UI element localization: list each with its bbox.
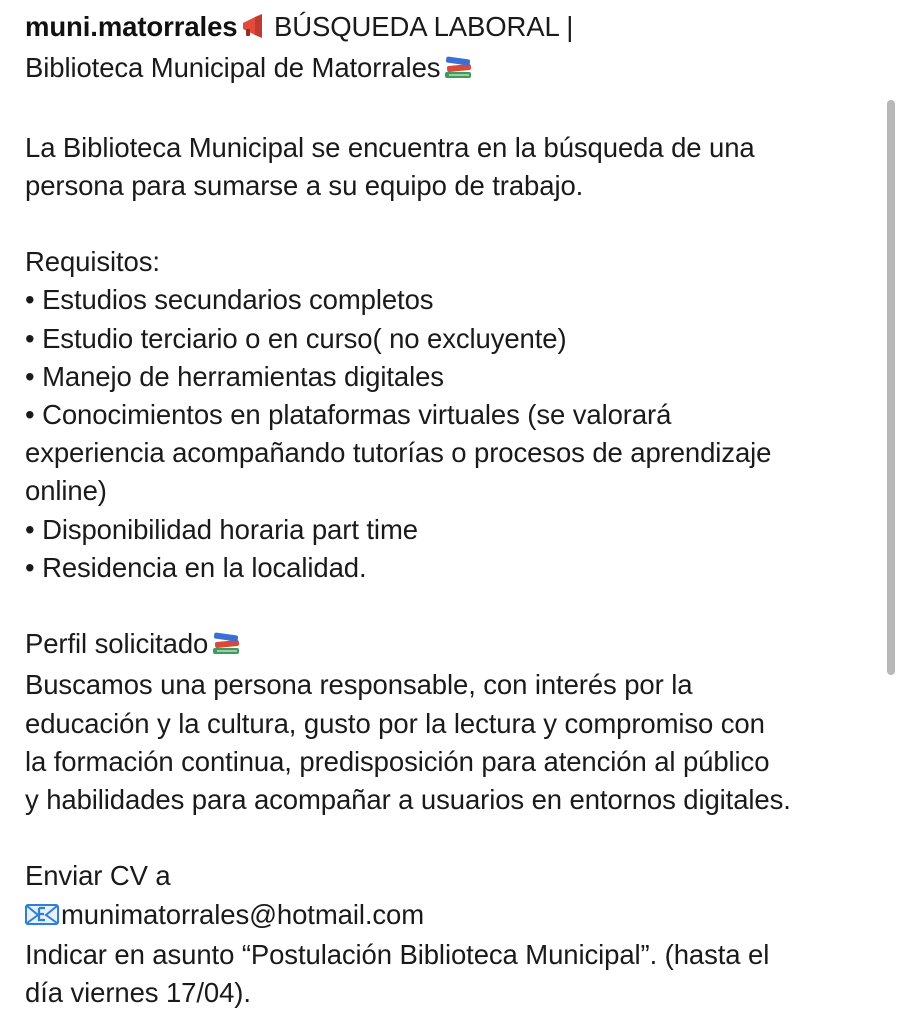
intro-line: persona para sumarse a su equipo de trabajo. [25,169,584,201]
send-cv-label: Enviar CV a [25,860,171,892]
requirement-item: • Manejo de herramientas digitales [25,360,444,392]
subject-line: día viernes 17/04). [25,977,251,1009]
subject-line: Indicar en asunto “Postulación Biblioteca Municipal”. (hasta el [25,938,770,970]
post-title-text: BÚSQUEDA LABORAL | [266,11,574,42]
requirements-heading: Requisitos: [25,246,160,278]
spacer [25,90,875,128]
books-icon [443,52,473,90]
megaphone-icon [240,11,266,49]
requirement-item: • Estudios secundarios completos [25,284,434,316]
spacer [25,819,875,857]
profile-heading-line [25,625,875,666]
post-caption [25,8,875,1012]
requirement-item: • Residencia en la localidad. [25,551,367,583]
profile-text-line: Buscamos una persona responsable, con interés por la [25,669,693,701]
requirement-item: • Conocimientos en plataformas virtuales (se valorará [25,399,672,430]
profile-text-line: educación y la cultura, gusto por la lectura y compromiso con [25,707,765,739]
post-title-line-2 [25,49,875,90]
books-icon [211,628,241,666]
requirement-item: • Estudio terciario o en curso( no excluyente) [25,322,567,354]
post-title-continued: Biblioteca Municipal de Matorrales [25,52,441,84]
intro-line: La Biblioteca Municipal se encuentra en la búsqueda de una [25,131,755,163]
username-link[interactable]: muni.matorrales [25,11,238,42]
requirement-item-continued: online) [25,475,107,507]
post-header-line [25,8,875,49]
profile-text-line: la formación continua, predisposición para atención al público [25,745,770,777]
email-line [25,896,875,936]
requirement-item-continued: experiencia acompañando tutorías o procesos de aprendizaje [25,437,772,469]
spacer [25,205,875,243]
vertical-scrollbar[interactable] [887,100,895,675]
spacer [25,587,875,625]
requirement-item: • Disponibilidad horaria part time [25,513,418,545]
email-address-link[interactable]: munimatorrales@hotmail.com [61,898,425,930]
profile-text-line: y habilidades para acompañar a usuarios en entornos digitales. [25,784,791,816]
profile-heading: Perfil solicitado [25,628,209,660]
envelope-icon [25,898,59,936]
